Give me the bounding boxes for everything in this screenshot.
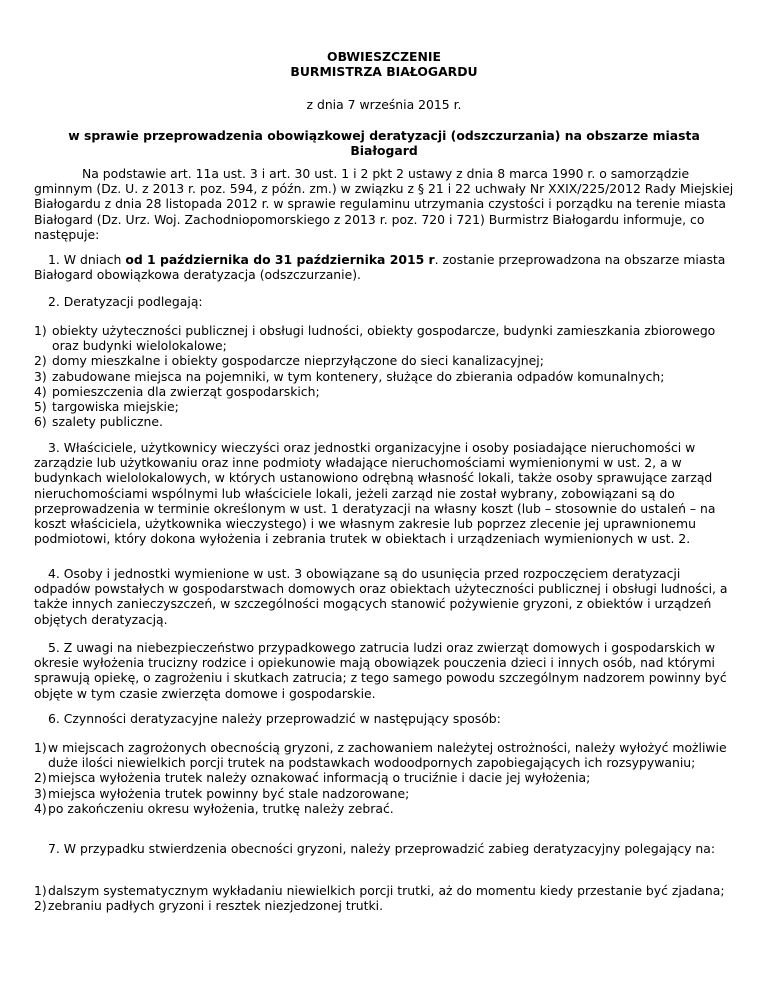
list-item: 6) szalety publiczne. <box>34 414 163 430</box>
paragraph-6-list <box>34 740 734 816</box>
list-item: 2) miejsca wyłożenia trutek należy oznakować informacją o truciźnie i dacie jej wyłożenia; <box>34 770 591 786</box>
paragraph-1-dates: od 1 października do 31 października 2015 r <box>125 252 435 267</box>
list-item: 2) zebraniu padłych gryzoni i resztek niezjedzonej trutki. <box>34 898 384 914</box>
paragraph-1-after: . zostanie przeprowadzona na obszarze miasta Białogard obowiązkowa deratyzacja (odszczurzanie). <box>34 252 726 283</box>
document-date: z dnia 7 września 2015 r. <box>306 97 462 112</box>
intro-paragraph: Na podstawie art. 11a ust. 3 i art. 30 ust. 1 i 2 pkt 2 ustawy z dnia 8 marca 1990 r. o samorządzie gminnym (Dz. U. z 2013 r. poz. 594, z późn. zm.) w związku z § 21 i 22 uchwały Nr XXIX/225/2012 Rady Miejskiej Białogardu z dnia 28 listopada 2012 r. w sprawie regulaminu utrzymania czystości i porządku na terenie miasta Białogard (Dz. Urz. Woj. Zachodniopomorskiego z 2013 r. poz. 720 i 721) Burmistrz Białogardu informuje, co następuje: <box>34 166 734 242</box>
list-item: 5) targowiska miejskie; <box>34 399 179 415</box>
list-item: 3) miejsca wyłożenia trutek powinny być stale nadzorowane; <box>34 785 410 801</box>
paragraph-2-lead: 2. Deratyzacji podlegają: <box>48 294 203 309</box>
paragraph-7-list <box>34 883 734 913</box>
paragraph-1 <box>34 252 734 282</box>
paragraph-7-lead: 7. W przypadku stwierdzenia obecności gryzoni, należy przeprowadzić zabieg deratyzacyjny polegający na: <box>48 841 716 856</box>
list-item: 3) zabudowane miejsca na pojemniki, w tym kontenery, służące do zbierania odpadów komunalnych; <box>34 368 665 384</box>
paragraph-2-list <box>34 323 734 429</box>
paragraph-5: 5. Z uwagi na niebezpieczeństwo przypadkowego zatrucia ludzi oraz zwierząt domowych i gospodarskich w okresie wyłożenia trucizny rodzice i opiekunowie mają obowiązek pouczenia dzieci i innych osób, nad którymi sprawują opiekę, o zagrożeniu i skutkach zatrucia; z tego samego powodu szczególnym nadzorem powinny być objęte w tym czasie zwierzęta domowe i gospodarskie. <box>34 640 727 701</box>
paragraph-6-lead: 6. Czynności deratyzacyjne należy przeprowadzić w następujący sposób: <box>48 711 501 726</box>
paragraph-1-before: 1. W dniach <box>48 252 126 267</box>
document-subject: w sprawie przeprowadzenia obowiązkowej deratyzacji (odszczurzania) na obszarze miasta Białogard <box>68 128 700 159</box>
document-title <box>0 49 768 79</box>
list-item: 1) obiekty użyteczności publicznej i obsługi ludności, obiekty gospodarcze, budynki zamieszkania zbiorowego oraz budynki wielolokalowe; <box>34 323 716 354</box>
paragraph-4: 4. Osoby i jednostki wymienione w ust. 3 obowiązane są do usunięcia przed rozpoczęciem deratyzacji odpadów powstałych w gospodarstwach domowych oraz obiektach użyteczności publicznej i obsługi ludności, a także innych zanieczyszczeń, w szczególności mogących stanowić pożywienie gryzoni, z obiektów i urządzeń objętych deratyzacją. <box>34 566 728 627</box>
list-item: 1) w miejscach zagrożonych obecnością gryzoni, z zachowaniem należytej ostrożności, należy wyłożyć możliwie duże ilości niewielkich porcji trutek na podstawkach wodoodpornych zapobiegających ich rozsypywaniu; <box>34 740 727 771</box>
title-line-2: BURMISTRZA BIAŁOGARDU <box>290 64 478 80</box>
list-item: 4) po zakończeniu okresu wyłożenia, trutkę należy zebrać. <box>34 800 394 816</box>
list-item: 4) pomieszczenia dla zwierząt gospodarskich; <box>34 383 320 399</box>
paragraph-3: 3. Właściciele, użytkownicy wieczyści oraz jednostki organizacyjne i osoby posiadające nieruchomości w zarządzie lub użytkowaniu oraz inne podmioty władające nieruchomościami wymienionymi w ust. 2, a w budynkach wielolokalowych, w których ustanowiono odrębną własność lokali, także osoby sprawujące zarząd nieruchomościami wspólnymi lub właściciele lokali, jeżeli zarząd nie został wybrany, zobowiązani są do przeprowadzenia w terminie określonym w ust. 1 deratyzacji na własny koszt (lub – stosownie do ustaleń – na koszt właściciela, użytkownika wieczystego) i we własnym zakresie lub poprzez zlecenie jej uprawnionemu podmiotowi, który dokona wyłożenia i zebrania trutek w obiektach i urządzeniach wymienionych w ust. 2. <box>34 440 716 547</box>
list-item: 1) dalszym systematycznym wykładaniu niewielkich porcji trutki, aż do momentu kiedy przestanie być zjadana; <box>34 883 725 898</box>
list-item: 2) domy mieszkalne i obiekty gospodarcze nieprzyłączone do sieci kanalizacyjnej; <box>34 353 544 369</box>
title-line-1: OBWIESZCZENIE <box>327 49 441 64</box>
